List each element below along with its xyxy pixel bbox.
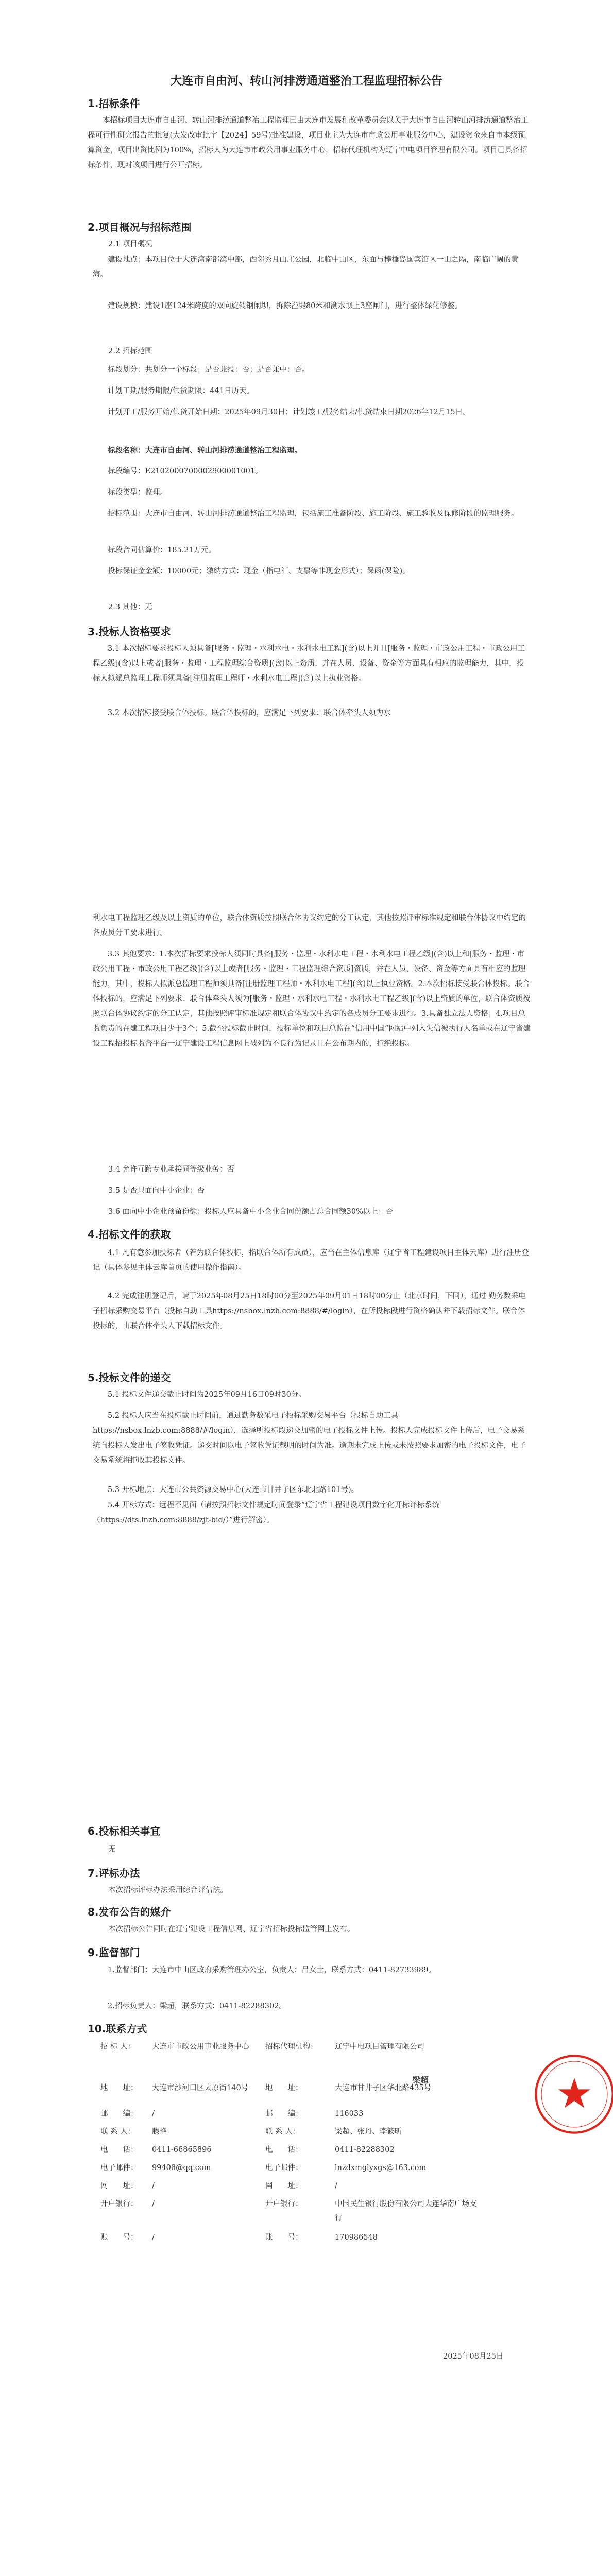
page-title: 大连市自由河、转山河排涝通道整治工程监理招标公告	[170, 75, 442, 88]
contact-label-left: 招 标 人：	[100, 2043, 135, 2051]
contact-value-left: /	[152, 2233, 155, 2242]
section-1-heading: 1.招标条件	[88, 97, 140, 110]
section-2-2-label: 2.2 招标范围	[108, 347, 152, 355]
contact-value-left: /	[152, 2182, 155, 2190]
contact-label-right: 账 号：	[265, 2233, 303, 2242]
contact-label-left: 联 系 人：	[100, 2128, 135, 2136]
contact-value-left: 滕艳	[152, 2128, 167, 2136]
section-2-heading: 2.项目概况与招标范围	[88, 221, 192, 233]
project-scale: 建设规模：建设1座124米跨度的双向旋转钢闸坝，拆除溢堤80米和溯水坝上3座闸门，进行整体绿化修整。	[108, 302, 463, 310]
contact-label-right: 电子邮件：	[265, 2164, 303, 2172]
lot-type: 标段类型：监理。	[108, 488, 167, 497]
contact-label-left: 账 号：	[100, 2233, 138, 2242]
contact-label-left: 地 址：	[100, 2084, 138, 2092]
qualification-3-3: 3.3 其他要求：1.本次招标要求投标人须同时具备[服务・监理・水利水电工程・水利水电工程乙级](含)以上和[服务・监理・市政公用工程・市政公用工程乙级](含)以上或者[服务・监理・工程监理综合资质]资质，并在人员、设备、资金等方面具有相应的监理能力，其中，投标人拟派总监理工程师须具备[注册监理工程师・水利水电工程](含)以上执业资格。2.本次招标接受联合体投标。联合体投标的，应满足下列要求：联合体牵头人须为[服务・监理・水利水电工程・水利水电工程乙级](含)以上资质的单位，联合体资质按照联合体协议约定的分工认定，其他按照评审标准规定和联合体协议中约定的各成员分工要求进行。3.具备独立法人资格；4.项目总监负责的在建工程项目少于3个；5.截至投标截止时间，投标单位和项目总监在“信用中国”网站中列入失信被执行人名单或在辽宁省建设工程招投标监督平台一辽宁建设工程信息网上被列为不良行为记录且在公布期内的，拒绝投标。	[93, 950, 531, 1048]
section-4-heading: 4.招标文件的获取	[88, 1228, 171, 1241]
lot-division: 标段划分：共划分一个标段；是否兼投：否；是否兼中：否。	[108, 366, 310, 374]
contact-value-left: 大连市沙河口区太原街140号	[152, 2084, 249, 2092]
announcement-date: 2025年08月25日	[443, 2352, 504, 2361]
company-seal-icon	[533, 2053, 613, 2136]
contact-value-right: 116033	[335, 2110, 364, 2118]
contact-value-left: 大连市市政公用事业服务中心	[152, 2043, 249, 2051]
section-7-text: 本次招标评标办法采用综合评估法。	[108, 1886, 228, 1894]
document-acquisition-4-2: 4.2 完成注册登记后，请于2025年08月25日18时00分至2025年09月01日18时00分止（北京时间，下同），通过 勤务数采电子招标采购交易平台（投标自助工具https://nsbox.lnzb.com:8888/#/login），在所投标段进行资格确认并下载招标文件。联合体投标的，由联合体牵头人下载招标文件。	[93, 1292, 526, 1330]
qualification-3-4: 3.4 允许互跨专业承接同等级业务：否	[108, 1165, 235, 1174]
contact-value-right: /	[335, 2182, 337, 2190]
lot-name: 标段名称：大连市自由河、转山河排涝通道整治工程监理。	[108, 446, 302, 455]
contact-value-right: 辽宁中电项目管理有限公司	[335, 2043, 424, 2051]
section-6-text: 无	[108, 1845, 116, 1854]
contact-label-left: 邮 编：	[100, 2110, 138, 2118]
contact-label-right: 网 址：	[265, 2182, 303, 2190]
section-2-3-other: 2.3 其他：无	[108, 603, 152, 612]
contact-label-right: 联 系 人：	[265, 2128, 300, 2136]
contact-label-right: 地 址：	[265, 2084, 303, 2092]
qualification-3-2a: 3.2 本次招标接受联合体投标。联合体投标的，应满足下列要求：联合体牵头人须为水	[108, 709, 391, 717]
contact-label-left: 网 址：	[100, 2182, 138, 2190]
lot-number: 标段编号：E2102000700002900001001。	[108, 467, 263, 476]
contract-price: 标段合同估算价：185.21万元。	[108, 546, 216, 554]
contact-value-left: 0411-66865896	[152, 2146, 212, 2154]
section-7-heading: 7.评标办法	[88, 1867, 140, 1879]
contact-label-right: 招标代理机构：	[265, 2043, 318, 2051]
submission-deadline: 5.1 投标文件递交截止时间为2025年09月16日09时30分。	[108, 1391, 306, 1399]
section-8-heading: 8.发布公告的媒介	[88, 1906, 171, 1918]
contact-label-right: 开户银行：	[265, 2200, 303, 2208]
bid-bond: 投标保证金金额：10000元；缴纳方式：现金（指电汇、支票等非现金形式）；保函(保险)。	[108, 567, 410, 575]
section-2-1-label: 2.1 项目概况	[108, 240, 152, 248]
contact-value-left: /	[152, 2200, 155, 2208]
tender-contact: 2.招标负责人：梁超，联系方式：0411-82288302。	[108, 2002, 286, 2010]
contact-value-left: /	[152, 2110, 155, 2118]
supervision-dept: 1.监督部门：大连市中山区政府采购管理办公室，负责人：吕女士，联系方式：0411-82733989。	[108, 1966, 436, 1974]
contact-label-right: 邮 编：	[265, 2110, 303, 2118]
contact-value-right: lnzdxmglyxgs@163.com	[335, 2164, 427, 2172]
opening-location: 5.3 开标地点：大连市公共资源交易中心(大连市甘井子区东北北路101号)。	[108, 1486, 359, 1494]
contact-value-left: 99408@qq.com	[152, 2164, 211, 2172]
signature: 梁超	[412, 2075, 429, 2085]
plan-dates: 计划开工/服务开始/供货开始日期：2025年09月30日；计划竣工/服务结束/供货结束日期2026年12月15日。	[108, 408, 470, 416]
section-9-heading: 9.监督部门	[88, 1946, 140, 1959]
qualification-3-2b: 利水电工程监理乙级及以上资质的单位，联合体资质按照联合体协议约定的分工认定，其他按照评审标准规定和联合体协议中约定的各成员分工要求进行。	[93, 914, 526, 937]
service-period: 计划工期/服务期限/供货期限：441日历天。	[108, 387, 254, 395]
contact-value-right: 170986548	[335, 2233, 378, 2242]
submission-method: 5.2 投标人应当在投标截止时间前，通过勤务数采电子招标采购交易平台（投标自助工具https://nsbox.lnzb.com:8888/#/login），选择所投标段递交加密的电子投标文件上传。投标人完成投标文件上传后，电子交易系统向投标人发出电子签收凭证。递交时间以电子签收凭证载明的时间为准。逾期未完成上传或未按照要求加密的电子投标文件，电子交易系统将拒收其投标文件。	[93, 1412, 526, 1465]
section-3-heading: 3.投标人资格要求	[88, 625, 171, 638]
qualification-3-5: 3.5 是否只面向中小企业：否	[108, 1187, 205, 1195]
contact-value-right: 中国民生银行股份有限公司大连华南广场支行	[335, 2200, 477, 2222]
contact-value-right: 梁超、张丹、李筱昕	[335, 2128, 402, 2136]
section-8-text: 本次招标公告同时在辽宁建设工程信息网、辽宁省招标投标监管网上发布。	[108, 1925, 355, 1934]
opening-method: 5.4 开标方式：远程不见面（请按照招标文件规定时间登录“辽宁省工程建设项目数字化开标评标系统（https://dts.lnzb.com:8888/zjt-bid/）”进行解密）。	[93, 1501, 440, 1524]
document-acquisition-4-1: 4.1 凡有意参加投标者（若为联合体投标，指联合体所有成员），应当在主体信息库（辽宁省工程建设项目主体云库）进行注册登记（具体参见主体云库首页的使用操作指南）。	[93, 1249, 529, 1272]
section-6-heading: 6.投标相关事宜	[88, 1825, 161, 1837]
section-1-text: 本招标项目大连市自由河、转山河排涝通道整治工程监理已由大连市发展和改革委员会以关于大连市自由河转山河排涝通道整治工程可行性研究报告的批复(大发改审批字【2024】59号)批准建设，项目业主为大连市市政公用事业服务中心，建设资金来自市本级预算资金，项目出资比例为100%，招标人为大连市市政公用事业服务中心，招标代理机构为辽宁中电项目管理有限公司。项目已具备招标条件，现对该项目进行公开招标。	[88, 116, 529, 170]
qualification-3-6: 3.6 面向中小企业预留份额：投标人应具备中小企业合同份额占总合同额30%以上：否	[108, 1208, 393, 1216]
contact-value-right: 大连市甘井子区华北路435号	[335, 2084, 432, 2092]
contact-label-left: 开户银行：	[100, 2200, 138, 2208]
contact-label-right: 电 话：	[265, 2146, 303, 2154]
section-10-heading: 10.联系方式	[88, 2023, 147, 2035]
lot-scope: 招标范围：大连市自由河、转山河排涝通道整治工程监理，包括施工准备阶段、施工阶段、施工验收及保修阶段的监理服务。	[108, 510, 519, 518]
contact-label-left: 电子邮件：	[100, 2164, 138, 2172]
section-5-heading: 5.投标文件的递交	[88, 1371, 171, 1384]
qualification-3-1: 3.1 本次招标要求投标人须具备[服务・监理・水利水电・水利水电工程](含)以上并且[服务・监理・市政公用工程・市政公用工程乙级](含)以上或者[服务・监理・工程监理综合资质](含)以上资质，并在人员、设备、资金等方面具有相应的监理能力，其中，投标人拟派总监理工程师须具备[注册监理工程师・水利水电工程](含)以上执业资格。	[93, 645, 525, 683]
project-location: 建设地点：本项目位于大连湾南部滨中部，西邻秀月山庄公园，北临中山区，东面与棒棰岛国宾馆区一山之隔，南临广阔的黄海。	[93, 256, 519, 279]
contact-value-right: 0411-82288302	[335, 2146, 395, 2154]
contact-label-left: 电 话：	[100, 2146, 138, 2154]
